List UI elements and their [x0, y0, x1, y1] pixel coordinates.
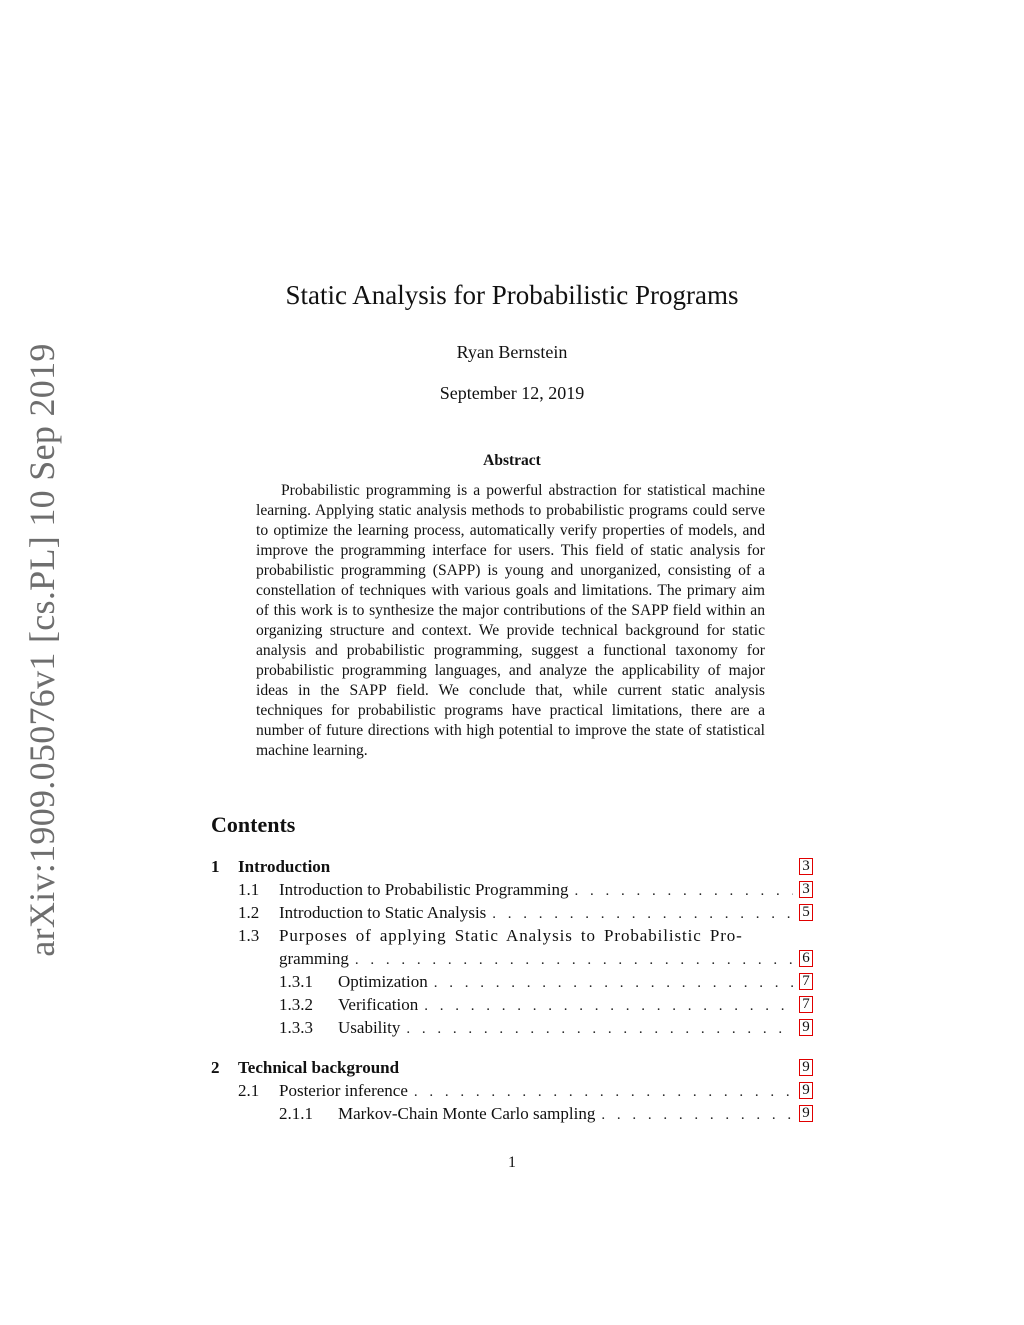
toc-page-link[interactable]: 6 — [799, 950, 813, 967]
toc-subsubsection-optimization[interactable] — [211, 970, 813, 993]
toc-subsubsection-mcmc[interactable] — [211, 1102, 813, 1125]
publication-date: September 12, 2019 — [439, 383, 585, 403]
toc-subsection-purposes-continued[interactable] — [211, 947, 813, 970]
toc-leader-dots — [406, 1018, 793, 1041]
toc-subsubsection-number: 1.3.1 — [279, 972, 313, 991]
toc-subsection-intro-static-analysis[interactable] — [211, 901, 813, 924]
toc-section-title: Technical background — [238, 1058, 400, 1077]
page-number: 1 — [508, 1154, 516, 1171]
toc-page-link[interactable]: 7 — [799, 973, 813, 990]
author-name: Ryan Bernstein — [456, 342, 568, 362]
toc-section-title: Introduction — [238, 857, 331, 876]
toc-subsection-title: Introduction to Static Analysis — [279, 903, 487, 922]
toc-subsection-purposes[interactable] — [211, 924, 813, 947]
toc-leader-dots — [601, 1104, 793, 1127]
toc-subsection-posterior-inference[interactable] — [211, 1079, 813, 1102]
toc-page-link[interactable]: 7 — [799, 996, 813, 1013]
toc-page-link[interactable]: 3 — [799, 858, 813, 875]
toc-page-link[interactable]: 9 — [799, 1019, 813, 1036]
paper-title: Static Analysis for Probabilistic Programs — [285, 280, 739, 310]
table-of-contents — [211, 855, 813, 1125]
toc-section-number: 2 — [211, 1058, 220, 1077]
toc-leader-dots — [574, 880, 793, 903]
toc-subsection-number: 1.3 — [238, 926, 260, 945]
toc-leader-dots — [355, 949, 793, 972]
abstract-heading: Abstract — [483, 452, 541, 469]
toc-subsection-title: Posterior inference — [279, 1081, 408, 1100]
toc-page-link[interactable]: 9 — [799, 1105, 813, 1122]
toc-subsubsection-number: 2.1.1 — [279, 1104, 313, 1123]
toc-leader-dots — [434, 972, 793, 995]
toc-subsubsection-title: Markov-Chain Monte Carlo sampling — [338, 1104, 596, 1123]
toc-page-link[interactable]: 9 — [799, 1059, 813, 1076]
arxiv-identifier-stamp: arXiv:1909.05076v1 [cs.PL] 10 Sep 2019 — [22, 343, 62, 957]
toc-subsubsection-title: Verification — [338, 995, 419, 1014]
toc-page-link[interactable]: 3 — [799, 881, 813, 898]
toc-subsection-number: 1.1 — [238, 880, 260, 899]
toc-subsection-number: 1.2 — [238, 903, 260, 922]
toc-section-number: 1 — [211, 857, 220, 876]
toc-leader-dots — [414, 1081, 793, 1104]
toc-page-link[interactable]: 5 — [799, 904, 813, 921]
toc-subsection-number: 2.1 — [238, 1081, 260, 1100]
toc-subsection-title: Introduction to Probabilistic Programming — [279, 880, 569, 899]
toc-leader-dots — [492, 903, 793, 926]
toc-subsection-title: Purposes of applying Static Analysis to Probabilistic Pro- — [279, 926, 743, 945]
toc-subsubsection-number: 1.3.2 — [279, 995, 313, 1014]
toc-section-introduction[interactable] — [211, 855, 813, 878]
toc-subsubsection-number: 1.3.3 — [279, 1018, 313, 1037]
toc-subsubsection-usability[interactable] — [211, 1016, 813, 1039]
abstract-body: Probabilistic programming is a powerful abstraction for statistical machine learning. Applying static analysis methods to probabilistic programs could serve to optimize the learning process, automatically verify properties of models, and improve the programming interface for users. This field of static analysis for probabilistic programming (SAPP) is young and unorganized, consisting of a constellation of techniques with various goals and limitations. The primary aim of this work is to synthesize the major contributions of the SAPP field within an organizing structure and context. We provide technical background for static analysis and probabilistic programming, suggest a functional taxonomy for probabilistic programming languages, and analyze the applicability of major ideas in the SAPP field. We conclude that, while current static analysis techniques for probabilistic programs have practical limitations, there are a number of future directions with high potential to improve the state of statistical machine learning. — [256, 482, 765, 759]
toc-subsubsection-title: Optimization — [338, 972, 428, 991]
toc-section-technical-background[interactable] — [211, 1056, 813, 1079]
contents-heading: Contents — [211, 812, 296, 837]
toc-subsection-title-continued: gramming — [279, 949, 349, 968]
toc-subsubsection-verification[interactable] — [211, 993, 813, 1016]
toc-page-link[interactable]: 9 — [799, 1082, 813, 1099]
toc-subsection-intro-prob-programming[interactable] — [211, 878, 813, 901]
toc-leader-dots — [424, 995, 793, 1018]
toc-subsubsection-title: Usability — [338, 1018, 401, 1037]
